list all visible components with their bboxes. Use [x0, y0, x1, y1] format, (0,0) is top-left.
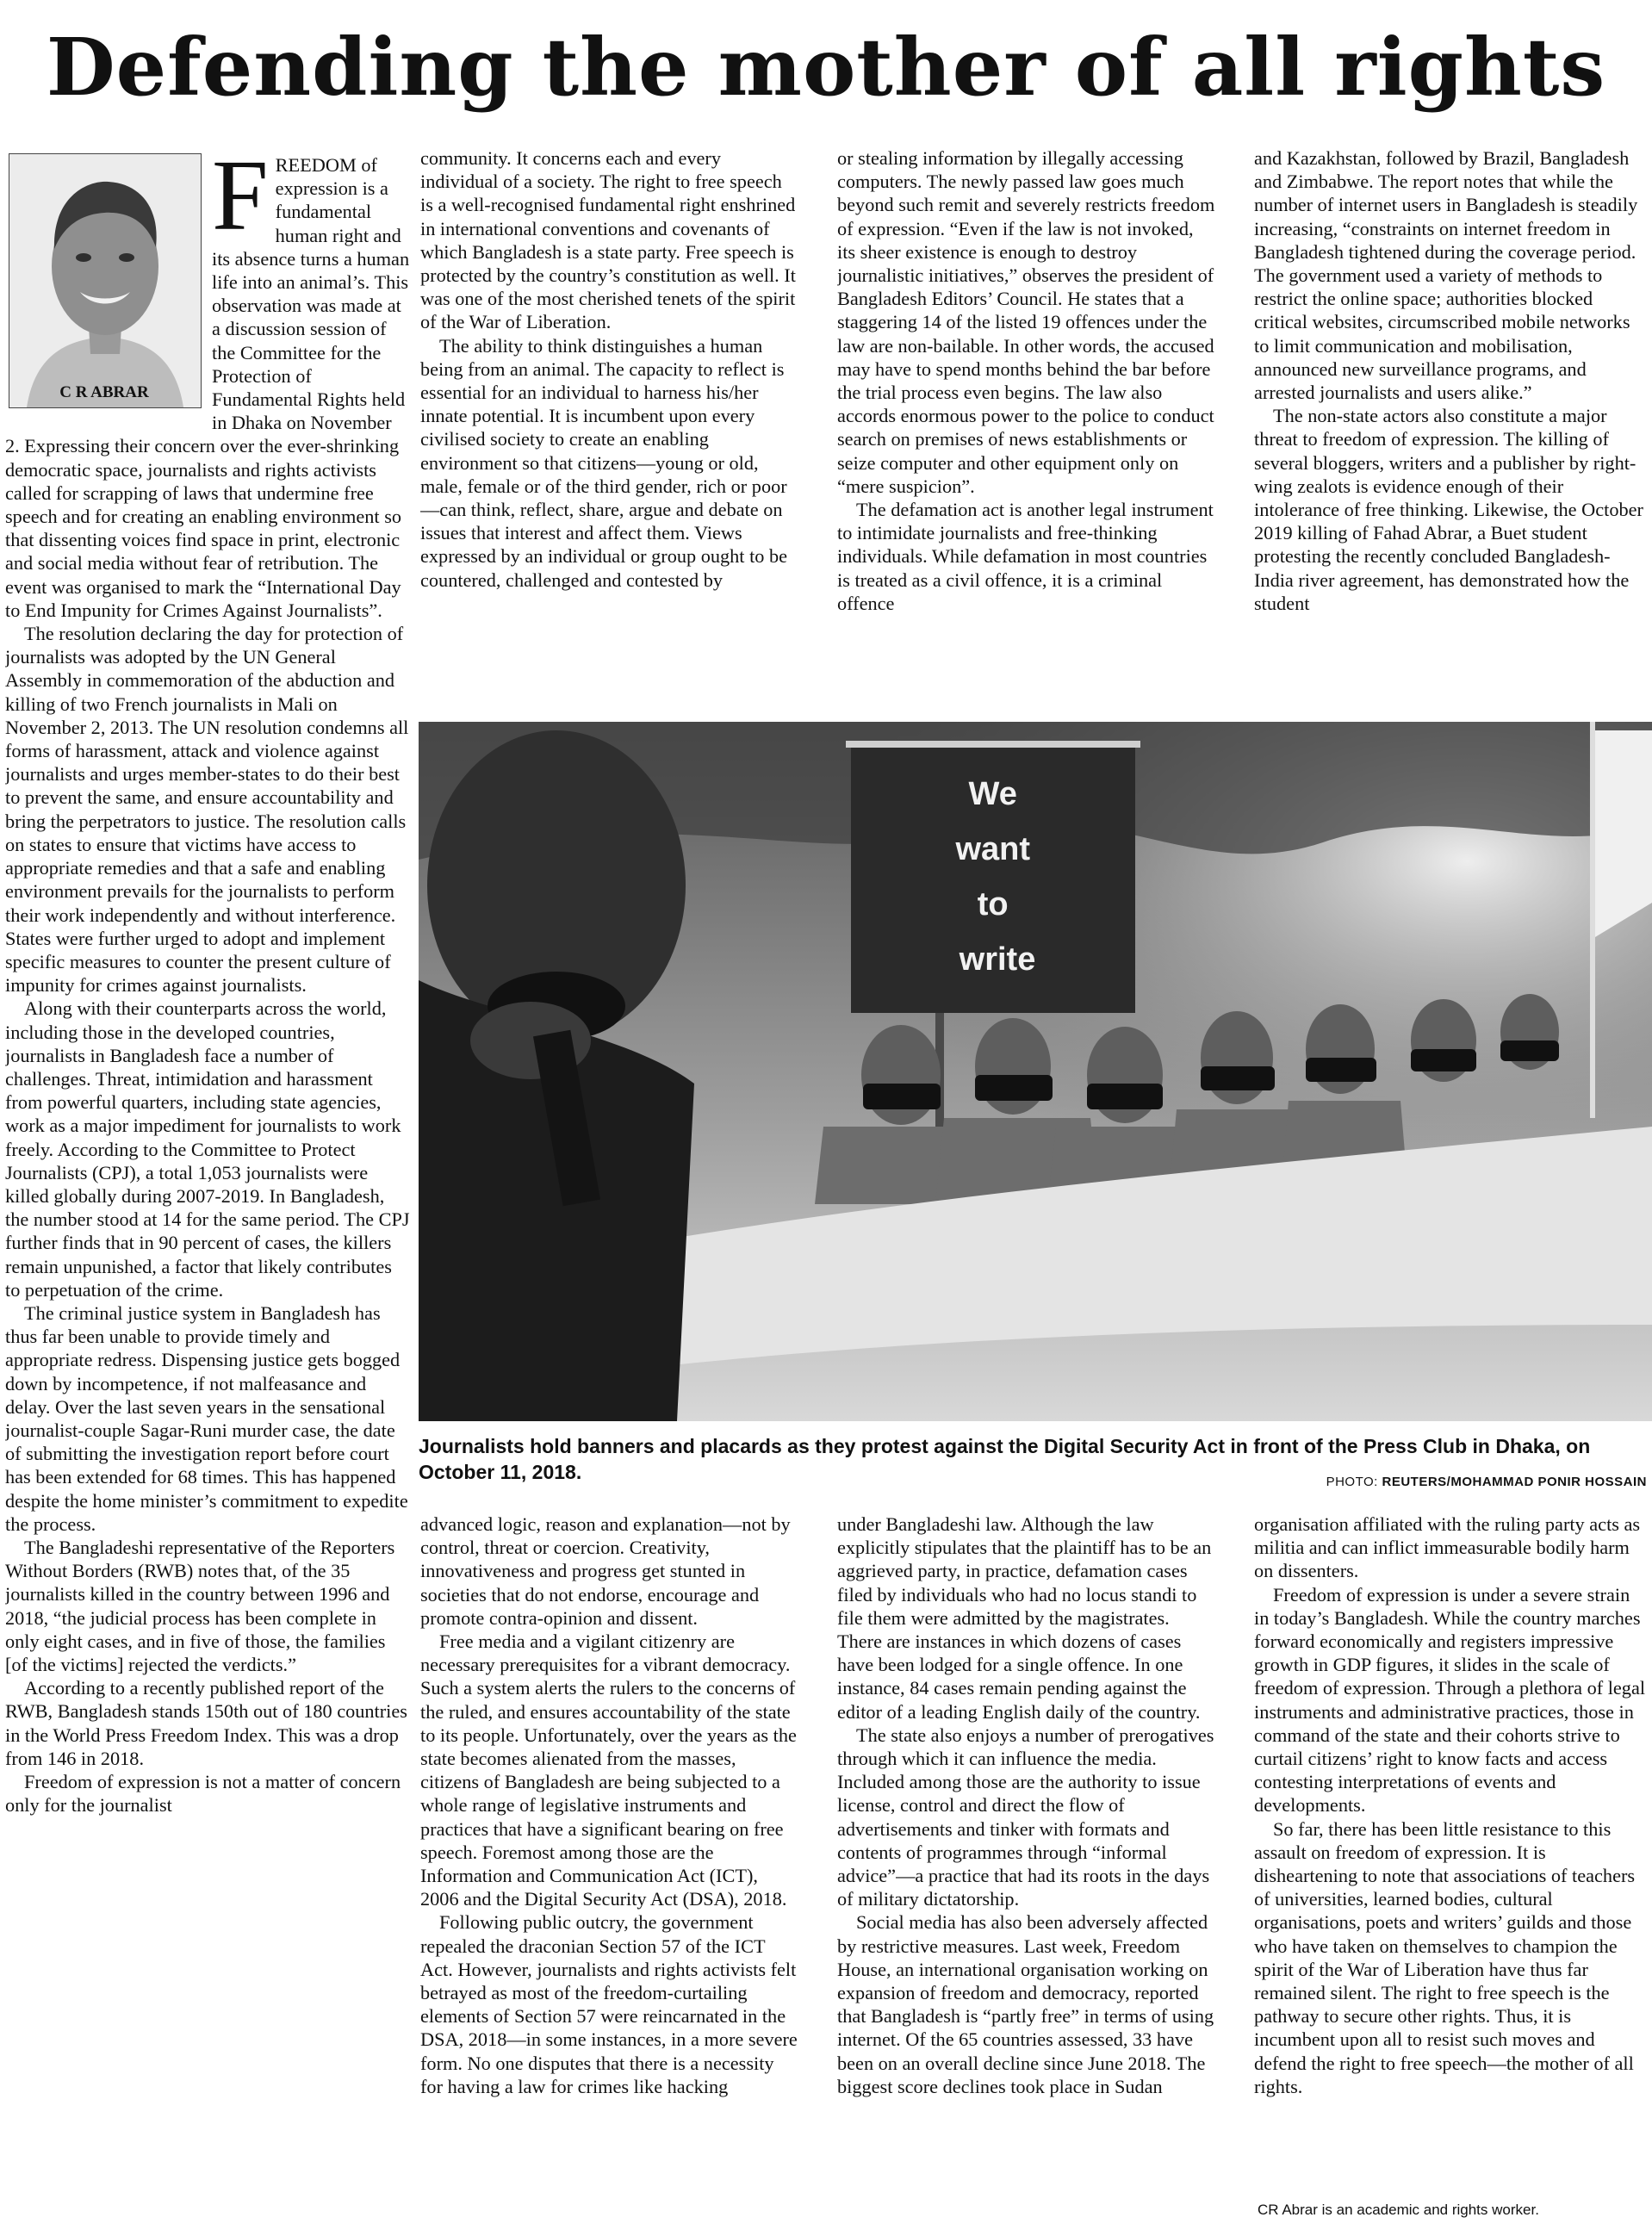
column-3-top	[837, 146, 1216, 705]
column-4-top	[1254, 146, 1647, 705]
protest-scene-icon	[419, 722, 1652, 1421]
placard-line: write	[959, 941, 1036, 978]
paragraph: Along with their counterparts across the world, including those in the developed countries, journalists in Bangladesh face a number of challenges. Threat, intimidation and harassment from powerful quarters, including state agencies, work as a major impediment for journalists to work freely. According to the Committee to Protect Journalists (CPJ), a total 1,053 journalists were killed globally during 2007-2019. In Bangladesh, the number stood at 14 for the same period. The CPJ further finds that in 90 percent of cases, the killers remain unpunished, a factor that likely contributes to perpetuation of the crime.	[5, 997, 410, 1301]
author-byline: C R ABRAR	[59, 383, 149, 401]
column-2-top	[420, 146, 799, 705]
paragraph: community. It concerns each and every individual of a society. The right to free speech is a well-recognised fundamental right enshrined in international conventions and covenants of which Bangladesh is a state party. Free speech is protected by the country’s constitution as well. It was one of the most cherished tenets of the spirit of the War of Liberation.	[420, 147, 796, 333]
paragraph: advanced logic, reason and explanation—not by control, threat or coercion. Creativity, innovativeness and progress get stunted in societies that do not endorse, encourage and promote contra-opinion and dissent.	[420, 1513, 791, 1629]
photo-caption: Journalists hold banners and placards as they protest against the Digital Security Act in front of the Press Club in Dhaka, on October 11, 2018.	[419, 1435, 1591, 1483]
paragraph: Following public outcry, the government repealed the draconian Section 57 of the ICT Act. However, journalists and rights activists felt betrayed as most of the freedom-curtailing elements of Section 57 were reincarnated in the DSA, 2018—in some instances, in a more severe form. No one disputes that there is a necessity for having a law for crimes like hacking	[420, 1911, 798, 2097]
drop-cap: F	[212, 153, 269, 252]
paragraph: organisation affiliated with the ruling party acts as militia and can inflict immeasurable bodily harm on dissenters.	[1254, 1513, 1641, 1582]
paragraph: Freedom of expression is not a matter of concern only for the journalist	[5, 1771, 401, 1817]
headshot-spacer	[5, 153, 212, 422]
paragraph: So far, there has been little resistance to this assault on freedom of expression. It is disheartening to note that associations of teachers of universities, learned bodies, cultural organisations, poets and writers’ guilds and those who have taken on themselves to champion the spirit of the War of Liberation have thus far remained silent. The right to free speech is the pathway to secure other rights. Thus, it is incumbent upon all to resist such moves and defend the right to free speech—the mother of all rights.	[1254, 1817, 1636, 2097]
paragraph: The defamation act is another legal instrument to intimidate journalists and free-thinking individuals. While defamation in most countries is treated as a civil offence, it is a criminal offence	[837, 499, 1214, 614]
paragraph: and Kazakhstan, followed by Brazil, Bangladesh and Zimbabwe. The report notes that while the number of internet users in Bangladesh is steadily increasing, “constraints on internet freedom in Bangladesh tightened during the coverage period. The government used a variety of methods to restrict the online space; authorities blocked critical websites, circumscribed mobile networks to limit communication and mobilisation, announced new surveillance programs, and arrested journalists and users alike.”	[1254, 147, 1638, 404]
paragraph: Social media has also been adversely affected by restrictive measures. Last week, Freedom House, an international organisation working on expansion of freedom and democracy, reported that Bangladesh is “partly free” in terms of using internet. Of the 65 countries assessed, 33 have been on an overall decline since June 2018. The biggest score declines took place in Sudan	[837, 1911, 1214, 2097]
paragraph: under Bangladeshi law. Although the law explicitly stipulates that the plaintiff has to be an aggrieved party, in practice, defamation cases filed by individuals who had no locus standi to file them were admitted by the magistrates. There are instances in which dozens of cases have been lodged for a single offence. In one instance, 84 cases remain pending against the editor of a leading English daily of the country.	[837, 1513, 1212, 1723]
headline: Defending the mother of all rights	[46, 21, 1606, 114]
paragraph: The state also enjoys a number of prerogatives through which it can influence the media. Included among those are the authority to issue license, control and direct the flow of advertisements and tinker with formats and contents of programmes through “informal advice”—a practice that had its roots in the days of military dictatorship.	[837, 1724, 1214, 1910]
paragraph: Freedom of expression is under a severe strain in today’s Bangladesh. While the country marches forward economically and registers impressive growth in GDP figures, it slides in the scale of freedom of expression. Through a plethora of legal instruments and administrative practices, those in command of the state and their cohorts strive to curtail citizens’ right to know facts and access contesting interpretations of events and developments.	[1254, 1583, 1646, 1817]
paragraph: According to a recently published report of the RWB, Bangladesh stands 150th out of 180 countries in the World Press Freedom Index. This was a drop from 146 in 2018.	[5, 1677, 407, 1769]
protest-photo	[419, 722, 1652, 1421]
column-4-bottom	[1254, 1512, 1647, 2195]
paragraph: The Bangladeshi representative of the Reporters Without Borders (RWB) notes that, of the 35 journalists killed in the country between 1996 and 2018, “the judicial process has been complete in only eight cases, and in five of those, the families [of the victims] rejected the verdicts.”	[5, 1536, 395, 1675]
placard-line: want	[955, 831, 1030, 867]
author-bio: CR Abrar is an academic and rights worker.	[1258, 2202, 1539, 2218]
paragraph: The ability to think distinguishes a human being from an animal. The capacity to reflect is essential for an individual to harness his/her innate potential. It is incumbent upon every civilised society to create an enabling environment so that citizens—young or old, male, female or of the third gender, rich or poor—can think, reflect, share, argue and debate on issues that interest and affect them. Views expressed by an individual or group ought to be countered, challenged and contested by	[420, 334, 788, 591]
paragraph: The non-state actors also constitute a major threat to freedom of expression. The killing of several bloggers, writers and a publisher by right-wing zealots is evidence enough of their intolerance of free thinking. Likewise, the October 2019 killing of Fahad Abrar, a Buet student protesting the recently concluded Bangladesh-India river agreement, has demonstrated how the student	[1254, 405, 1643, 614]
lead-paragraph: FREEDOM of expression is a fundamental human right and its absence turns a human life into an animal’s. This observation was made at a discussion session of the Committee for the Protection of Fundamental Rights held in Dhaka on November 2. Expressing their concern over the ever-shrinking democratic space, journalists and rights activists called for scrapping of laws that undermine free speech and for creating an enabling environment so that dissenting voices find space in print, electronic and social media without fear of retribution. The event was organised to mark the “International Day to End Impunity for Crimes Against Journalists”.	[5, 153, 410, 621]
paragraph: or stealing information by illegally accessing computers. The newly passed law goes much beyond such remit and severely restricts freedom of expression. “Even if the law is not invoked, its sheer existence is enough to destroy journalistic initiatives,” observes the president of Bangladesh Editors’ Council. He states that a staggering 14 of the listed 19 offences under the law are non-bailable. In other words, the accused may have to spend months behind the bar before the trial process even begins. The law also accords enormous power to the police to conduct search on premises of news establishments or seize computer and other equipment only on “mere suspicion”.	[837, 147, 1215, 497]
paragraph: The criminal justice system in Bangladesh has thus far been unable to provide timely and appropriate redress. Dispensing justice gets bogged down by incompetence, if not malfeasance and delay. Over the last seven years in the sensational journalist-couple Sagar-Runi murder case, the date of submitting the investigation report before court has been extended for 68 times. This has happened despite the home minister’s commitment to expedite the process.	[5, 1301, 408, 1535]
photo-credit: PHOTO: REUTERS/MOHAMMAD PONIR HOSSAIN	[1326, 1475, 1647, 1489]
column-1	[5, 153, 410, 2236]
placard-line: We	[968, 776, 1017, 812]
paragraph: Free media and a vigilant citizenry are necessary prerequisites for a vibrant democracy. Such a system alerts the rulers to the concerns of the ruled, and ensures accountability of the state to its people. Unfortunately, over the years as the state becomes alienated from the masses, citizens of Bangladesh are being subjected to a whole range of legislative instruments and practices that have a significant bearing on free speech. Foremost among those are the Information and Communication Act (ICT), 2006 and the Digital Security Act (DSA), 2018.	[420, 1630, 797, 1910]
placard-line: to	[977, 886, 1009, 922]
paragraph: The resolution declaring the day for protection of journalists was adopted by the UN General Assembly in commemoration of the abduction and killing of two French journalists in Mali on November 2, 2013. The UN resolution condemns all forms of harassment, attack and violence against journalists and urges member-states to do their best to prevent the same, and ensure accountability and bring the perpetrators to justice. The resolution calls on states to ensure that victims have access to appropriate remedies and that a safe and enabling environment prevails for the journalists to perform their work independently and without interference. States were further urged to adopt and implement specific measures to counter the present culture of impunity for crimes against journalists.	[5, 623, 409, 997]
column-2-bottom	[420, 1512, 799, 2236]
column-3-bottom	[837, 1512, 1216, 2236]
